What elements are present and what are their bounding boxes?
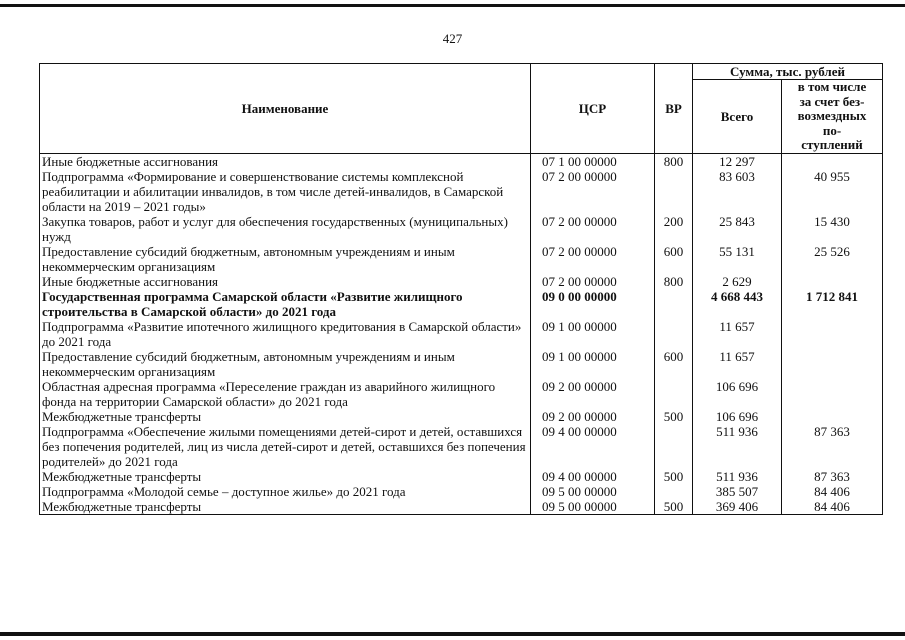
row-vr — [655, 319, 693, 349]
header-sum-group: Сумма, тыс. рублей — [693, 64, 883, 80]
row-csr: 07 2 00 00000 — [531, 244, 655, 274]
row-gratis: 1 712 841 — [782, 289, 883, 319]
row-csr: 07 2 00 00000 — [531, 274, 655, 289]
row-name: Подпрограмма «Обеспечение жилыми помещениями детей-сирот и детей, оставшихся без попечения родителей, лиц из числа детей-сирот и детей, оставшихся без попечения родителей» до 2021 года — [40, 424, 531, 469]
row-name: Предоставление субсидий бюджетным, автономным учреждениям и иным некоммерческим организациям — [40, 244, 531, 274]
row-name: Предоставление субсидий бюджетным, автономным учреждениям и иным некоммерческим организациям — [40, 349, 531, 379]
table-row — [40, 274, 883, 289]
row-total: 11 657 — [693, 319, 782, 349]
row-total: 511 936 — [693, 424, 782, 469]
table-body — [40, 153, 883, 514]
row-gratis — [782, 319, 883, 349]
table-row — [40, 499, 883, 515]
row-name: Закупка товаров, работ и услуг для обеспечения государственных (муниципальных) нужд — [40, 214, 531, 244]
row-name: Государственная программа Самарской области «Развитие жилищного строительства в Самарской области» до 2021 года — [40, 289, 531, 319]
header-gratis-line: ступлений — [801, 137, 863, 152]
row-gratis: 84 406 — [782, 499, 883, 515]
header-gratis-line: за счет без- — [799, 93, 865, 109]
row-vr: 600 — [655, 349, 693, 379]
row-total: 11 657 — [693, 349, 782, 379]
row-name: Подпрограмма «Формирование и совершенствование системы комплексной реабилитации и абилитации инвалидов, в том числе детей-инвалидов, в Самарской области на 2019 – 2021 годы» — [40, 169, 531, 214]
table-row — [40, 409, 883, 424]
header-gratis-line: по- — [822, 122, 842, 138]
row-gratis: 84 406 — [782, 484, 883, 499]
row-name: Подпрограмма «Молодой семье – доступное жилье» до 2021 года — [40, 484, 531, 499]
row-name: Областная адресная программа «Переселение граждан из аварийного жилищного фонда на территории Самарской области» до 2021 года — [40, 379, 531, 409]
row-name: Подпрограмма «Развитие ипотечного жилищного кредитования в Самарской области» до 2021 года — [40, 319, 531, 349]
row-gratis: 40 955 — [782, 169, 883, 214]
row-vr: 500 — [655, 469, 693, 484]
header-gratis — [782, 80, 883, 154]
row-gratis: 87 363 — [782, 424, 883, 469]
row-gratis: 87 363 — [782, 469, 883, 484]
header-name: Наименование — [40, 64, 531, 154]
row-total: 2 629 — [693, 274, 782, 289]
row-vr: 800 — [655, 274, 693, 289]
row-csr: 09 2 00 00000 — [531, 379, 655, 409]
row-total: 25 843 — [693, 214, 782, 244]
row-total: 4 668 443 — [693, 289, 782, 319]
row-name: Межбюджетные трансферты — [40, 499, 531, 515]
header-vr: ВР — [655, 64, 693, 154]
row-vr: 800 — [655, 153, 693, 169]
row-name: Иные бюджетные ассигнования — [40, 153, 531, 169]
row-vr: 500 — [655, 409, 693, 424]
row-vr: 200 — [655, 214, 693, 244]
table-row — [40, 469, 883, 484]
row-csr: 09 5 00 00000 — [531, 499, 655, 515]
row-csr: 09 0 00 00000 — [531, 289, 655, 319]
budget-table — [39, 63, 883, 515]
bottom-border-rule — [0, 632, 905, 636]
row-gratis: 15 430 — [782, 214, 883, 244]
row-gratis — [782, 153, 883, 169]
row-gratis — [782, 274, 883, 289]
top-border-rule — [0, 4, 905, 7]
table-row — [40, 424, 883, 469]
row-vr — [655, 424, 693, 469]
row-name: Иные бюджетные ассигнования — [40, 274, 531, 289]
table-row — [40, 349, 883, 379]
row-csr: 09 4 00 00000 — [531, 469, 655, 484]
row-csr: 09 4 00 00000 — [531, 424, 655, 469]
table-row — [40, 319, 883, 349]
row-vr — [655, 289, 693, 319]
page-number: 427 — [442, 31, 463, 46]
row-total: 12 297 — [693, 153, 782, 169]
row-gratis — [782, 349, 883, 379]
table-row — [40, 289, 883, 319]
row-vr — [655, 379, 693, 409]
row-total: 511 936 — [693, 469, 782, 484]
row-total: 55 131 — [693, 244, 782, 274]
row-total: 385 507 — [693, 484, 782, 499]
row-gratis: 25 526 — [782, 244, 883, 274]
table-row — [40, 484, 883, 499]
row-csr: 09 2 00 00000 — [531, 409, 655, 424]
row-gratis — [782, 379, 883, 409]
row-name: Межбюджетные трансферты — [40, 469, 531, 484]
row-vr — [655, 169, 693, 214]
table-row — [40, 244, 883, 274]
table-row — [40, 169, 883, 214]
header-gratis-line: в том числе — [797, 79, 867, 94]
header-total: Всего — [693, 80, 782, 154]
row-total: 369 406 — [693, 499, 782, 515]
row-csr: 09 1 00 00000 — [531, 319, 655, 349]
row-csr: 07 2 00 00000 — [531, 214, 655, 244]
table-row — [40, 153, 883, 169]
row-total: 106 696 — [693, 409, 782, 424]
row-csr: 09 1 00 00000 — [531, 349, 655, 379]
table-header — [40, 64, 883, 154]
row-vr — [655, 484, 693, 499]
table-row — [40, 214, 883, 244]
row-csr: 09 5 00 00000 — [531, 484, 655, 499]
header-gratis-line: возмездных — [797, 108, 867, 123]
row-csr: 07 1 00 00000 — [531, 153, 655, 169]
row-csr: 07 2 00 00000 — [531, 169, 655, 214]
row-total: 83 603 — [693, 169, 782, 214]
row-name: Межбюджетные трансферты — [40, 409, 531, 424]
table-row — [40, 379, 883, 409]
header-csr: ЦСР — [531, 64, 655, 154]
header-row-1 — [40, 64, 883, 80]
row-total: 106 696 — [693, 379, 782, 409]
row-vr: 600 — [655, 244, 693, 274]
row-vr: 500 — [655, 499, 693, 515]
row-gratis — [782, 409, 883, 424]
